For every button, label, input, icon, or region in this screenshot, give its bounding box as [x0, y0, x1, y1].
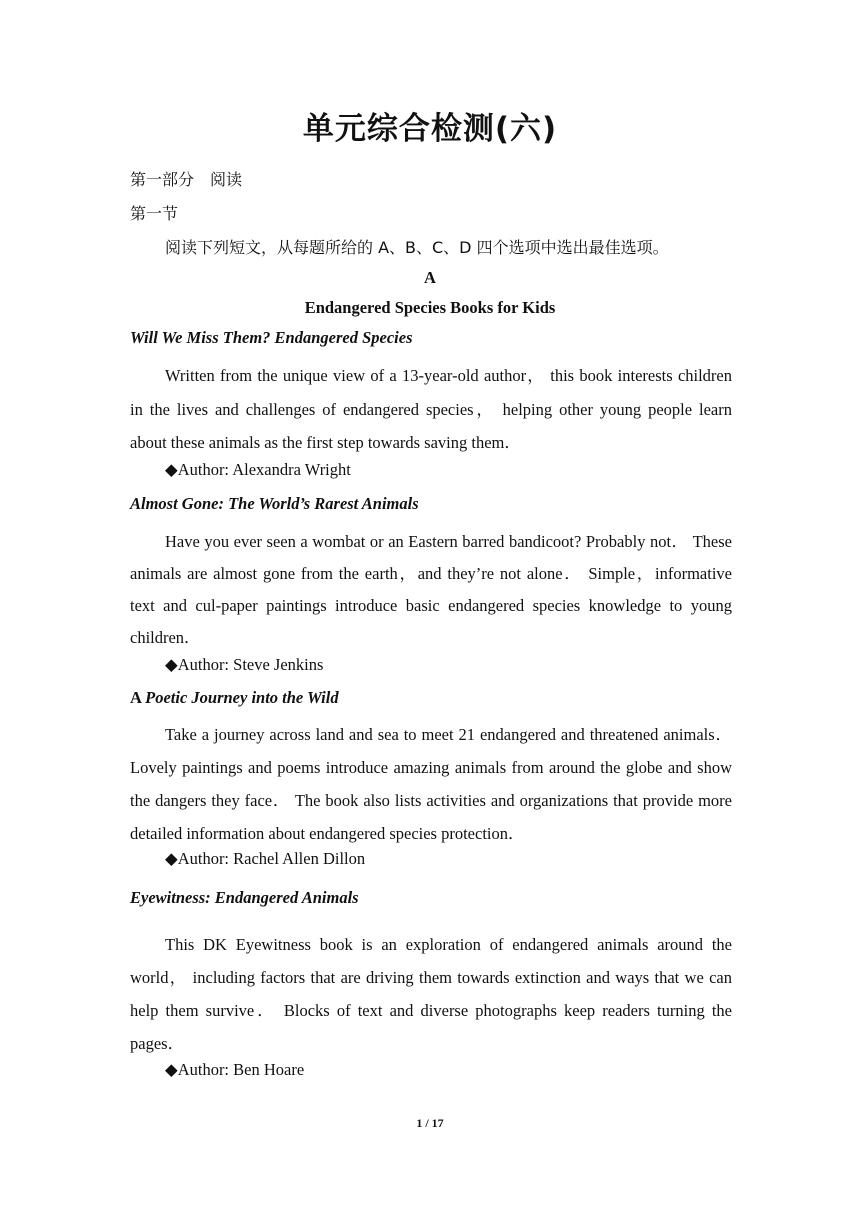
book-title-text: Eyewitness: Endangered Animals — [130, 888, 359, 907]
book-title — [130, 888, 732, 908]
book-author: ◆Author: Alexandra Wright — [165, 460, 351, 479]
passage-title: Endangered Species Books for Kids — [304, 298, 556, 317]
instruction-text: 阅读下列短文，从每题所给的 A、B、C、D 四个选项中选出最佳选项。 — [165, 238, 669, 257]
book-title-prefix: A — [130, 688, 146, 707]
book-description: Written from the unique view of a 13-year-old author， this book interests children in the lives and challenges of endangered species， helping other young people learn about these animals as the first step towards saving them． — [130, 366, 732, 452]
book-title-text: Almost Gone: The World’s Rarest Animals — [130, 494, 419, 513]
book-author: ◆Author: Steve Jenkins — [165, 655, 324, 674]
page-number: 1 / 17 — [416, 1116, 444, 1130]
book-author: ◆Author: Ben Hoare — [165, 1060, 305, 1079]
page-title: 单元综合检测(六) — [302, 111, 558, 147]
book-description: This DK Eyewitness book is an exploration of endangered animals around the world， including factors that are driving them towards extinction and ways that we can help them survive． Blocks of text and diverse photographs keep readers turning the pages． — [130, 935, 732, 1053]
book-title — [130, 328, 732, 348]
passage-label: A — [424, 268, 436, 287]
book-title — [130, 688, 732, 708]
book-description: Have you ever seen a wombat or an Eastern barred bandicoot? Probably not． These animals are almost gone from the earth，and they’re not alone． Simple，informative text and cul-paper paintings introduce basic endangered species knowledge to young children． — [130, 532, 732, 647]
section-heading: 第一节 — [130, 204, 179, 223]
book-description: Take a journey across land and sea to meet 21 endangered and threatened animals． Lovely paintings and poems introduce amazing animals from around the globe and show the dangers they face． The book also lists activities and organizations that provide more detailed information about endangered species protection． — [130, 725, 732, 843]
book-title-text: Will We Miss Them? Endangered Species — [130, 328, 413, 347]
book-author: ◆Author: Rachel Allen Dillon — [165, 849, 366, 868]
book-title — [130, 494, 732, 514]
part-heading: 第一部分 阅读 — [130, 170, 243, 189]
book-title-text: Poetic Journey into the Wild — [145, 688, 339, 707]
